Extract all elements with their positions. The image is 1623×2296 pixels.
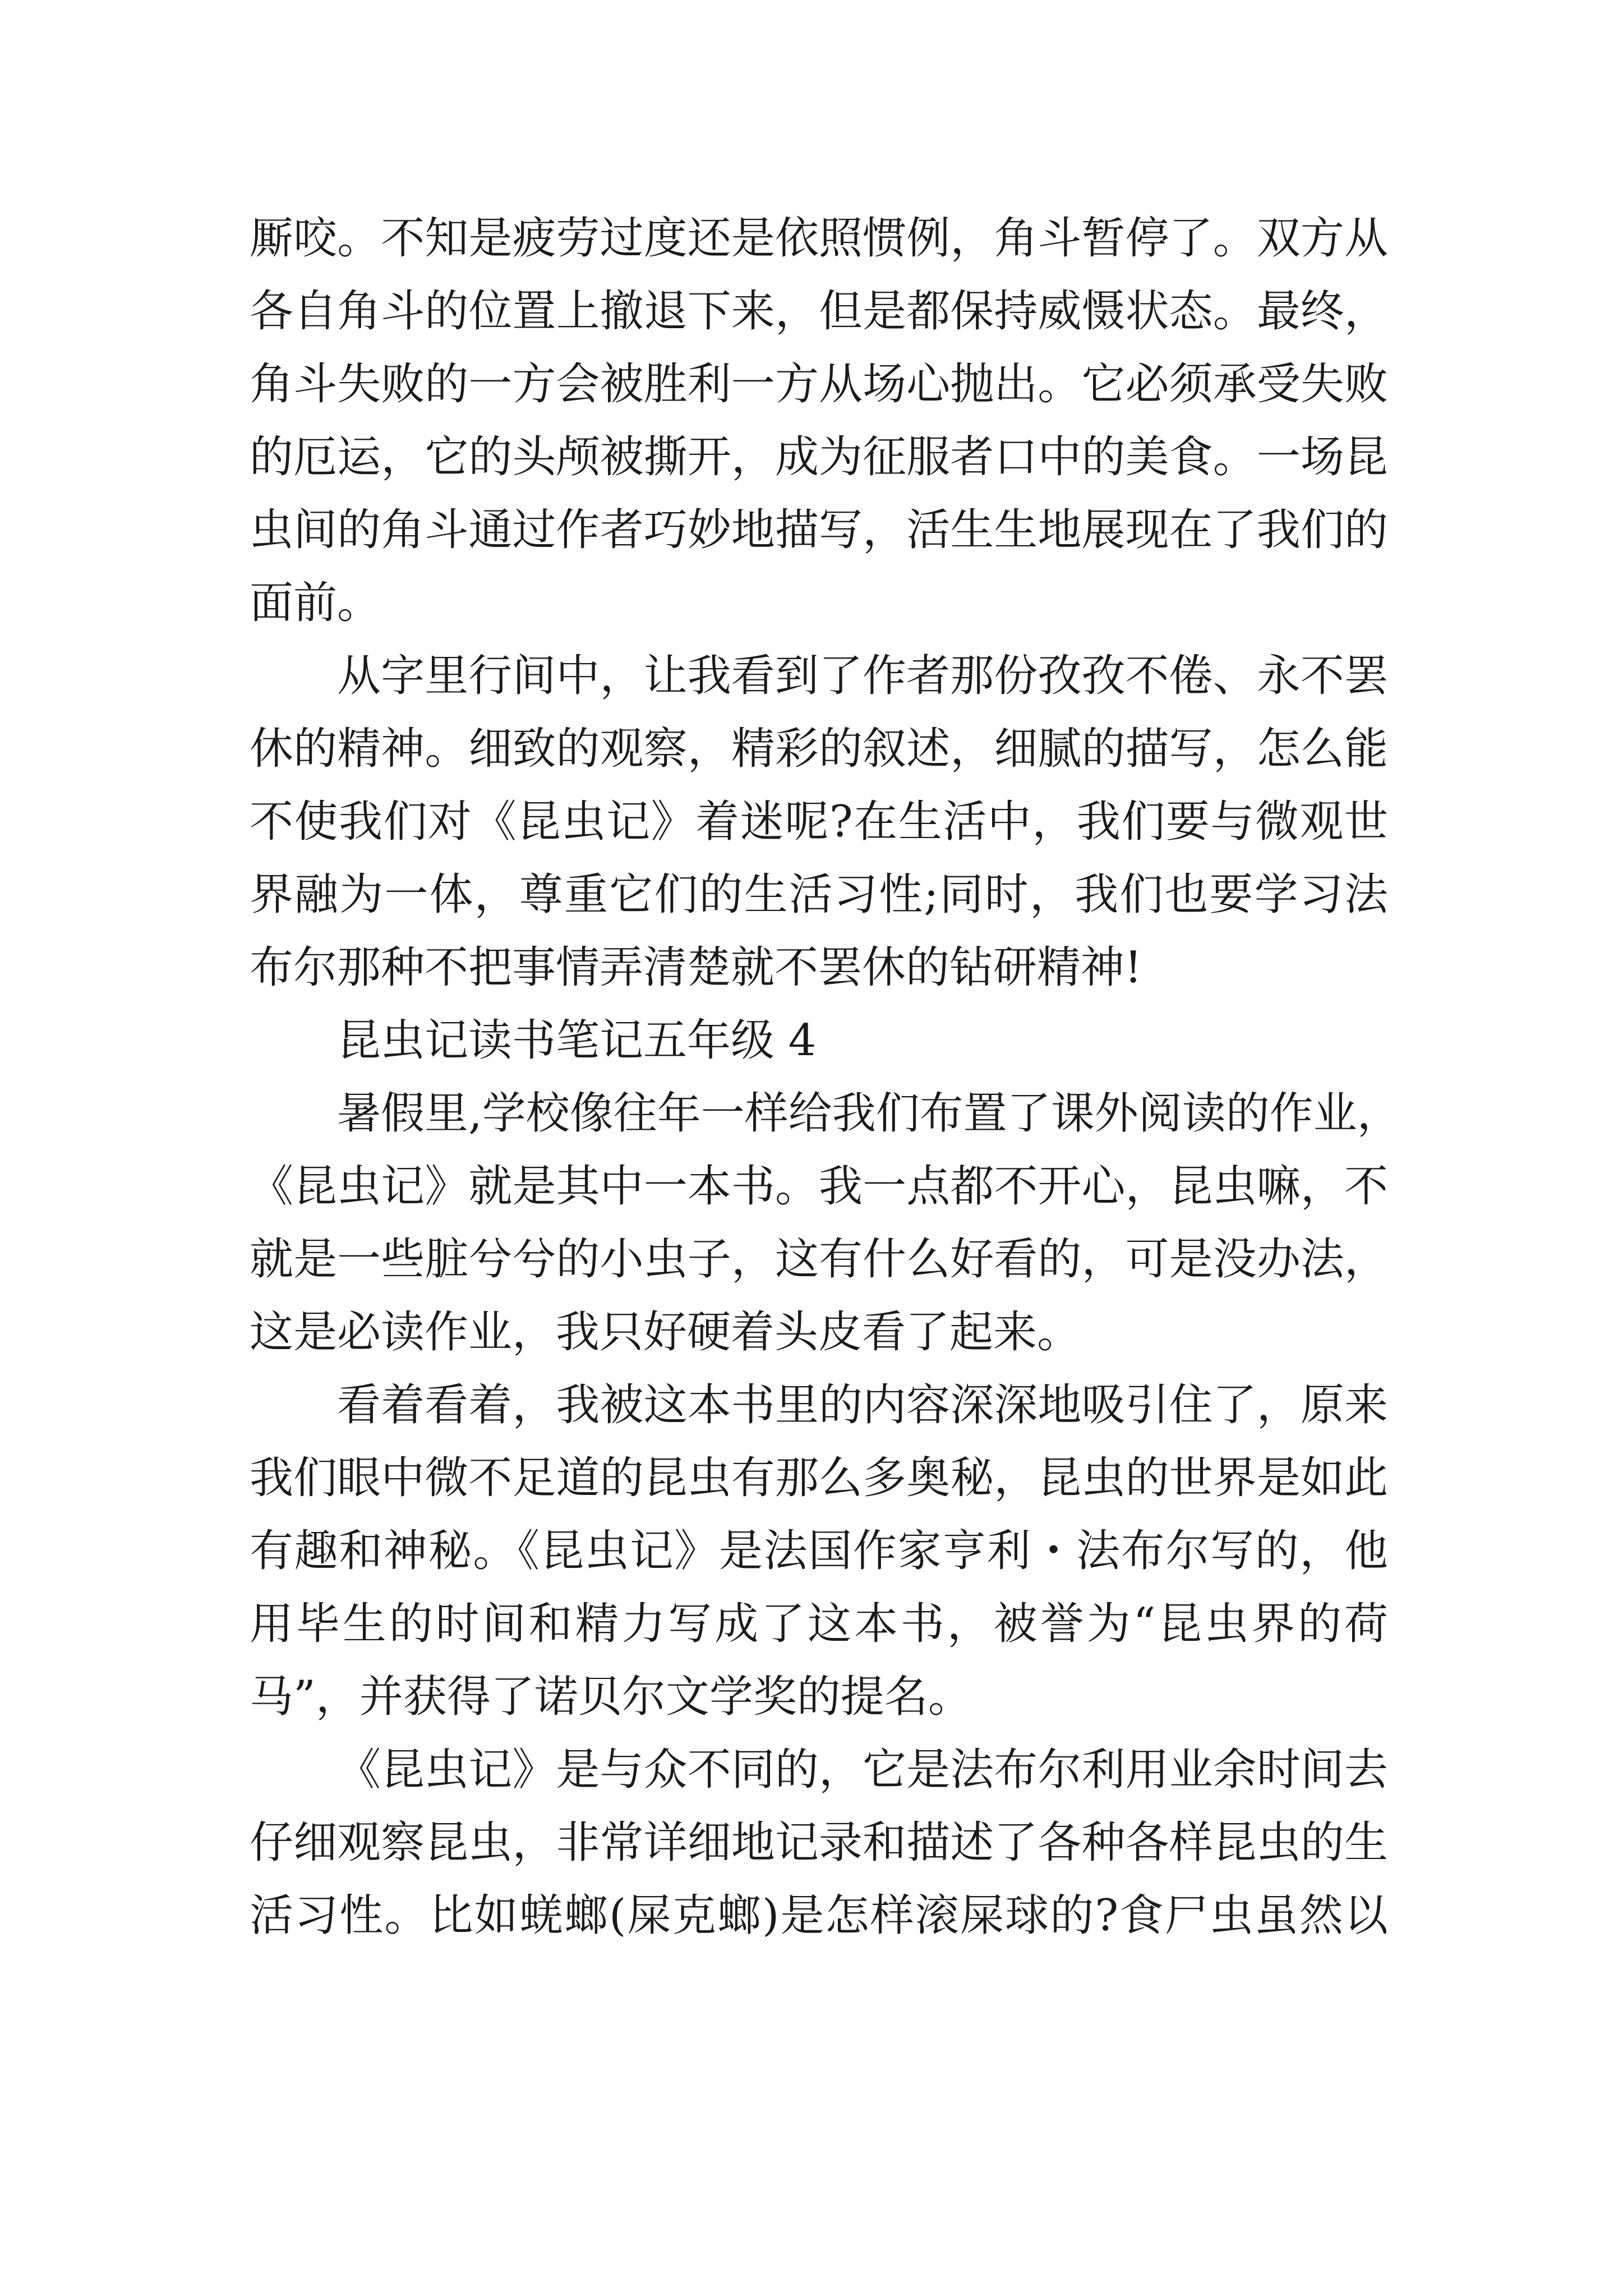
text-line: 的厄运，它的头颅被撕开，成为征服者口中的美食。一场昆 [250, 432, 1388, 482]
text-line: 厮咬。不知是疲劳过度还是依照惯例，角斗暂停了。双方从 [250, 213, 1388, 264]
body-text [250, 202, 1401, 1952]
text-line: 角斗失败的一方会被胜利一方从场心抛出。它必须承受失败 [250, 359, 1388, 409]
text-line: 休的精神。细致的观察，精彩的叙述，细腻的描写，怎么能 [250, 724, 1388, 774]
text-line: 仔细观察昆虫，非常详细地记录和描述了各种各样昆虫的生 [250, 1818, 1388, 1868]
text-line: 就是一些脏兮兮的小虫子，这有什么好看的，可是没办法， [250, 1234, 1388, 1285]
text-line: 有趣和神秘。《昆虫记》是法国作家亨利・法布尔写的，他 [250, 1526, 1388, 1576]
section-heading: 昆虫记读书笔记五年级 4 [337, 1015, 817, 1066]
text-line: 界融为一体，尊重它们的生活习性;同时，我们也要学习法 [250, 869, 1388, 920]
paragraph-start-line: 暑假里,学校像往年一样给我们布置了课外阅读的作业， [337, 1088, 1401, 1139]
text-line: 《昆虫记》就是其中一本书。我一点都不开心，昆虫嘛，不 [250, 1161, 1388, 1212]
text-line: 马”，并获得了诺贝尔文学奖的提名。 [250, 1672, 972, 1722]
paragraph-start-line: 从字里行间中，让我看到了作者那份孜孜不倦、永不罢 [337, 651, 1388, 701]
text-line: 虫间的角斗通过作者巧妙地描写，活生生地展现在了我们的 [250, 505, 1388, 555]
text-line: 各自角斗的位置上撤退下来，但是都保持威慑状态。最终， [250, 286, 1388, 337]
paragraph-start-line: 看着看着，我被这本书里的内容深深地吸引住了，原来 [337, 1380, 1388, 1430]
paragraph-start-line: 《昆虫记》是与众不同的，它是法布尔利用业余时间去 [337, 1745, 1388, 1795]
text-line: 用毕生的时间和精力写成了这本书，被誉为“昆虫界的荷 [250, 1599, 1388, 1649]
text-line: 这是必读作业，我只好硬着头皮看了起来。 [250, 1307, 1081, 1358]
text-line: 布尔那种不把事情弄清楚就不罢休的钻研精神! [250, 942, 1142, 993]
text-line: 不使我们对《昆虫记》着迷呢?在生活中，我们要与微观世 [250, 797, 1388, 847]
text-line: 我们眼中微不足道的昆虫有那么多奥秘，昆虫的世界是如此 [250, 1453, 1388, 1503]
text-line: 面前。 [250, 578, 381, 628]
text-line: 活习性。比如蜣螂(屎克螂)是怎样滚屎球的?食尸虫虽然以 [250, 1890, 1388, 1941]
